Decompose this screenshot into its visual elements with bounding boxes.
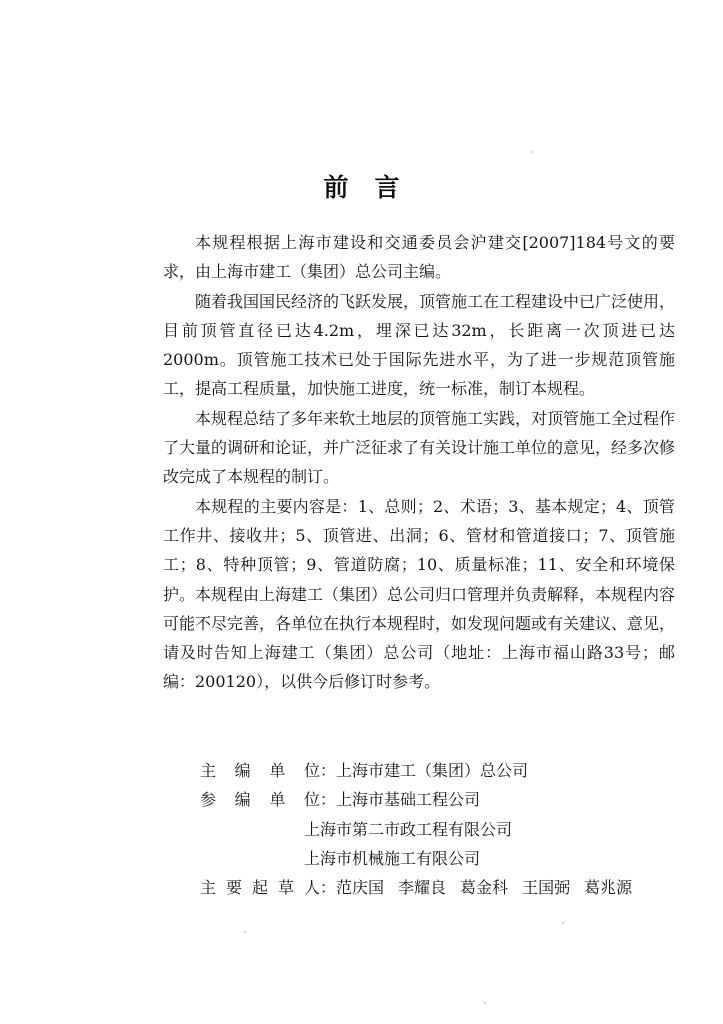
paragraph-2: 随着我国国民经济的飞跃发展，顶管施工在工程建设中已广泛使用，目前顶管直径已达4.2m，埋深已达32m，长距离一次顶进已达2000m。顶管施工技术已处于国际先进水平，为了进一步规范顶管施工，提高工程质量，加快施工进度，统一标准，制订本规程。 — [163, 291, 676, 399]
scan-speck — [562, 922, 564, 924]
paragraph-3: 本规程总结了多年来软土地层的顶管施工实践，对顶管施工全过程作了大量的调研和论证，并广泛征求了有关设计施工单位的意见，经多次修改完成了本规程的制订。 — [163, 408, 676, 487]
separator: ： — [320, 790, 337, 810]
foreword-body — [163, 228, 675, 697]
drafter-name: 葛兆源 — [584, 878, 633, 898]
credits-block — [200, 756, 670, 902]
participating-unit-1: 上海市基础工程公司 — [336, 790, 481, 810]
drafter-name: 王国弼 — [522, 878, 571, 898]
participating-unit-label: 参编单位 — [200, 790, 320, 810]
separator: ： — [320, 878, 337, 898]
page-title: 前言 — [323, 173, 426, 202]
chief-unit-value: 上海市建工（集团）总公司 — [336, 761, 529, 780]
drafter-name: 范庆国 — [336, 878, 385, 898]
participating-unit-3: 上海市机械施工有限公司 — [304, 848, 481, 868]
chief-unit-row — [200, 756, 670, 785]
scan-speck — [244, 931, 246, 933]
drafter-name: 葛金科 — [460, 878, 509, 898]
drafters-row — [200, 873, 670, 902]
participating-unit-2: 上海市第二市政工程有限公司 — [304, 819, 513, 839]
drafters-list — [336, 873, 632, 902]
separator: ： — [320, 761, 337, 780]
participating-unit-row-3 — [200, 844, 670, 873]
paragraph-1: 本规程根据上海市建设和交通委员会沪建交[2007]184号文的要求，由上海市建工（集团）总公司主编。 — [163, 233, 675, 282]
participating-unit-row — [200, 785, 670, 814]
participating-unit-row-2 — [200, 815, 670, 844]
paragraph-4: 本规程的主要内容是：1、总则；2、术语；3、基本规定；4、顶管工作井、接收井；5、顶管进、出洞；6、管材和管道接口；7、顶管施工；8、特种顶管；9、管道防腐；10、质量标准；11、安全和环境保护。本规程由上海建工（集团）总公司归口管理并负责解释，本规程内容可能不尽完善，各单位在执行本规程时，如发现问题或有关建议、意见，请及时告知上海建工（集团）总公司（地址：上海市福山路33号；邮编：200120），以供今后修订时参考。 — [163, 496, 676, 692]
scan-speck — [484, 1002, 486, 1004]
drafter-name: 李耀良 — [398, 878, 447, 898]
drafters-label: 主要起草人 — [200, 878, 320, 898]
chief-unit-label: 主编单位 — [200, 761, 320, 780]
scan-speck — [531, 151, 533, 153]
